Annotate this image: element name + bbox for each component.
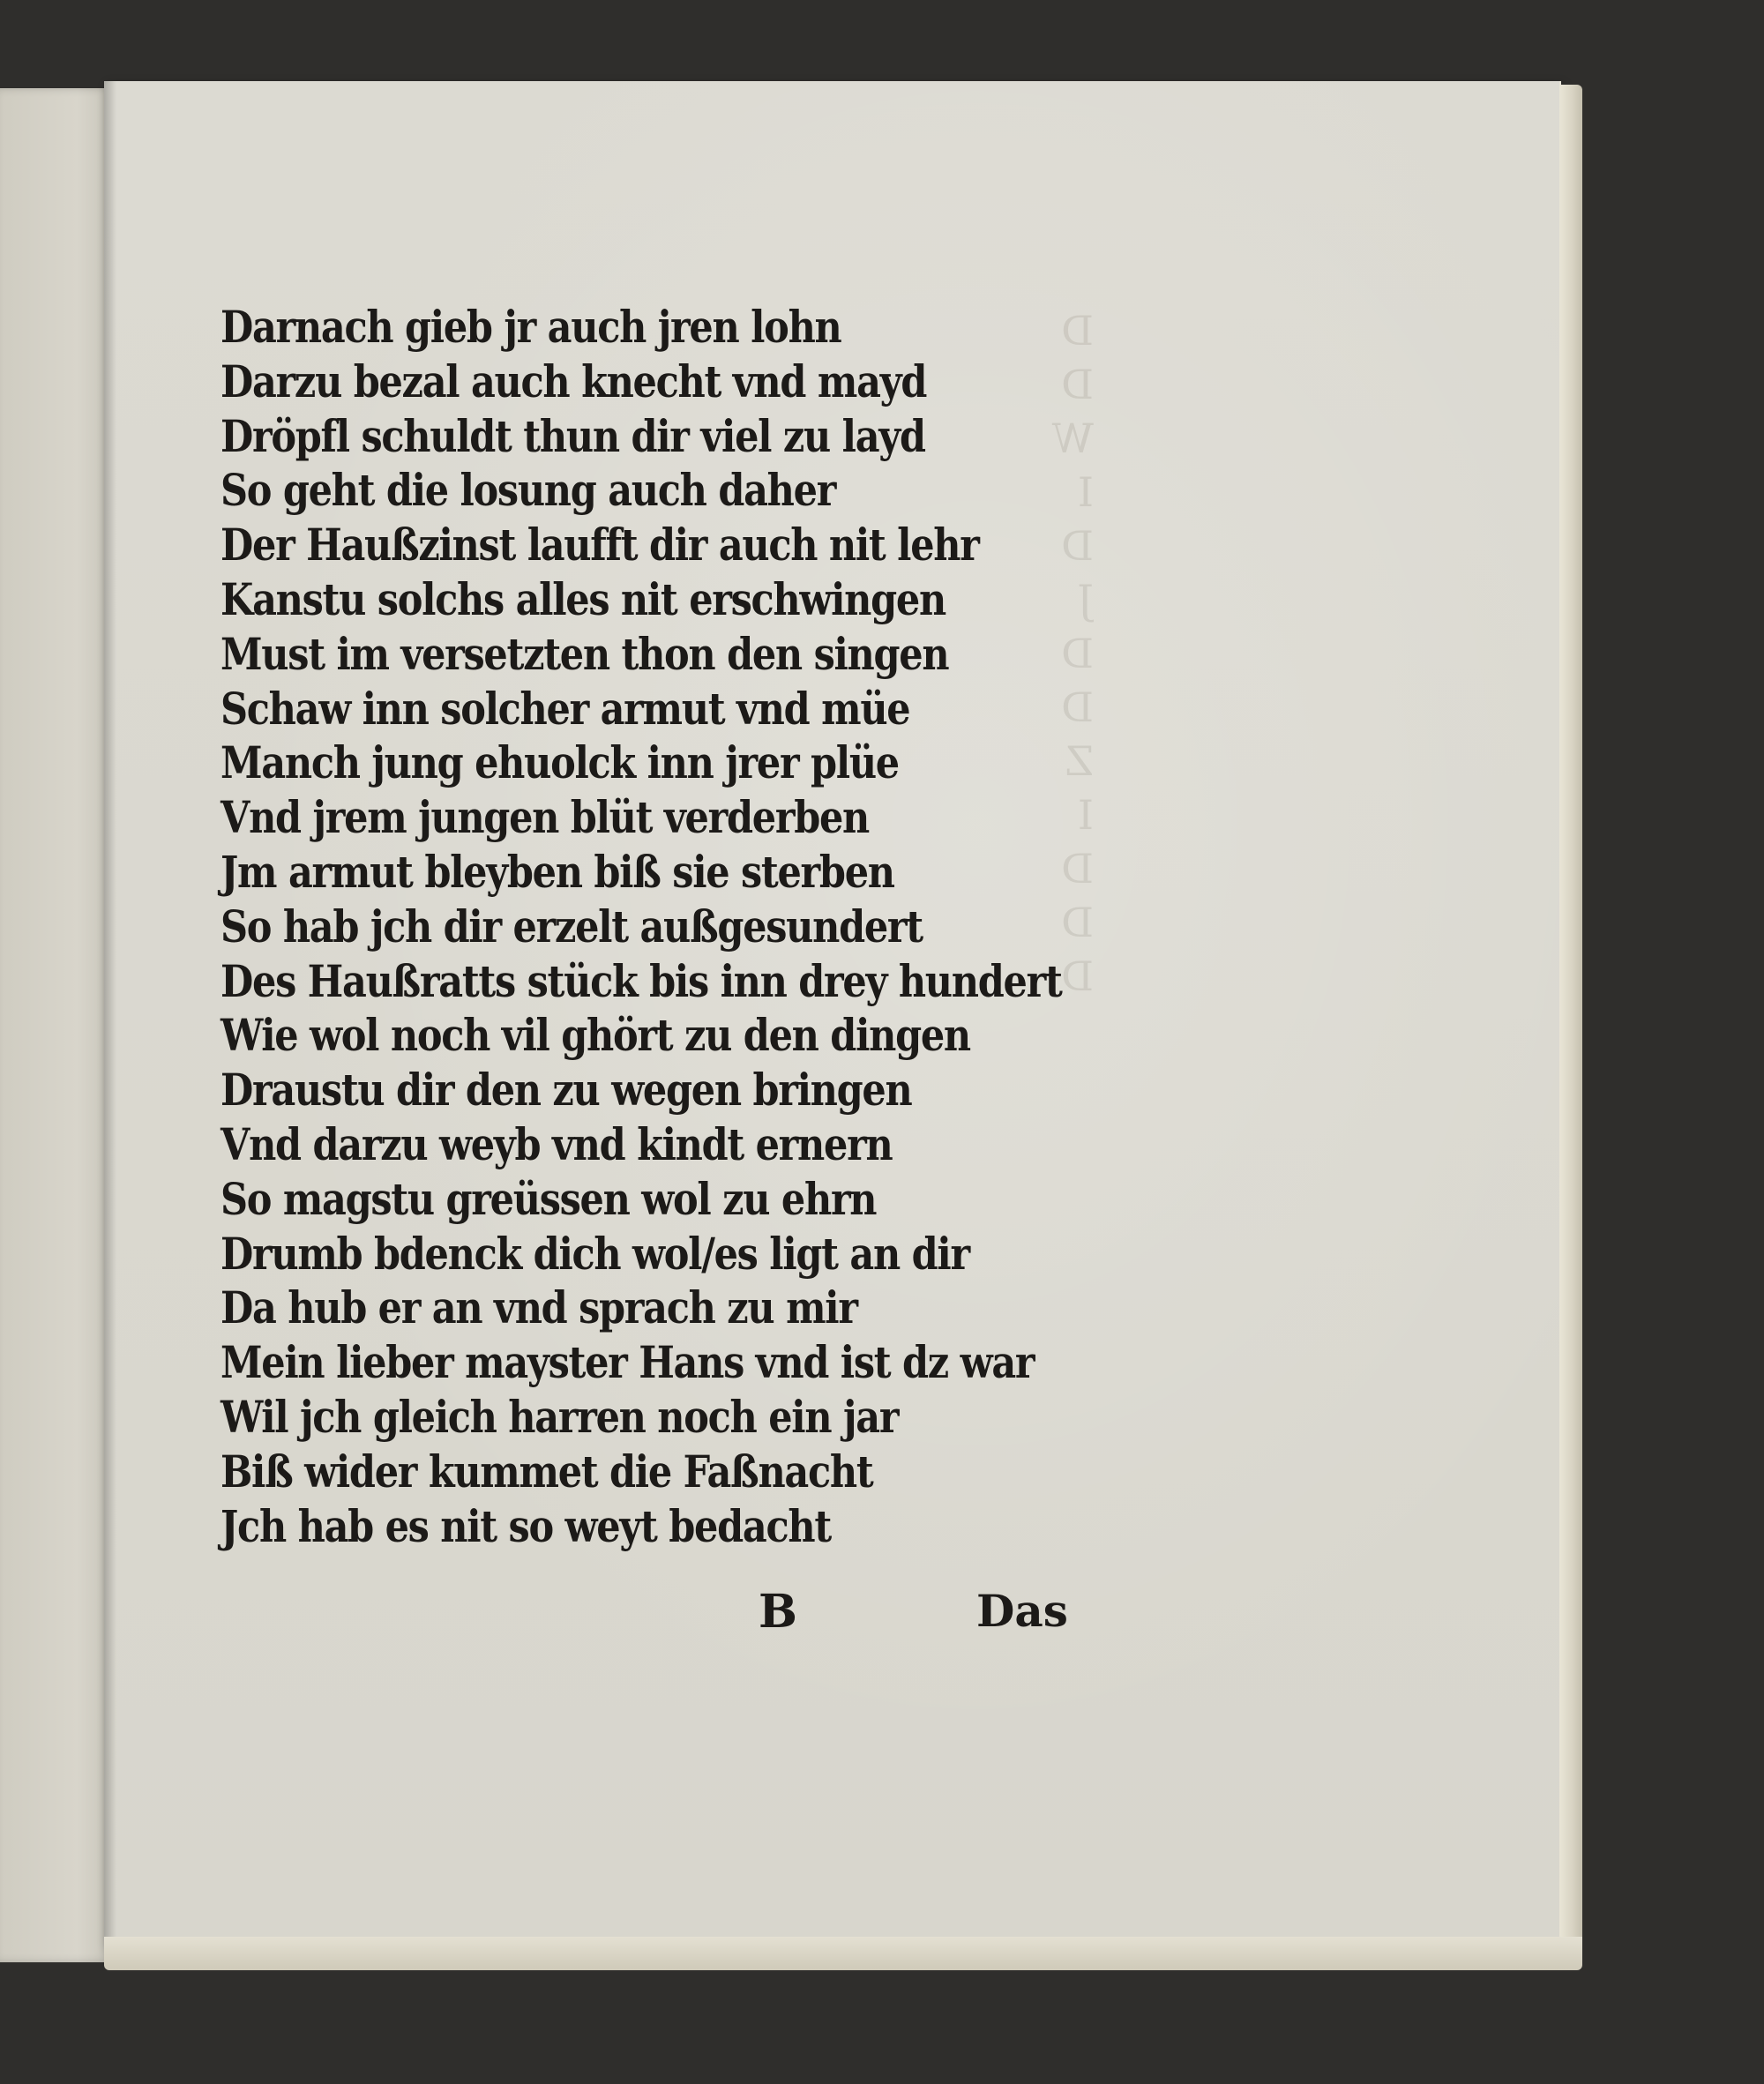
verse-line: Da hub er an vnd sprach zu mir — [220, 1281, 857, 1334]
verse-line: Jch hab es nit so weyt bedacht — [220, 1499, 831, 1552]
verse-line: Mein lieber mayster Hans vnd ist dz war — [220, 1336, 1035, 1389]
catchword: Das — [976, 1585, 1068, 1637]
verse-line: Dröpfl schuldt thun dir viel zu layd — [220, 409, 925, 462]
verse-line: So magstu greüssen wol zu ehrn — [220, 1172, 877, 1225]
verse-line: Wie wol noch vil ghört zu den dingen — [220, 1009, 970, 1062]
verse-line: Des Haußratts stück bis inn drey hundert — [220, 954, 1062, 1007]
verse-line: Biß wider kummet die Faßnacht — [220, 1445, 873, 1498]
verse-line: Darnach gieb jr auch jren lohn — [220, 301, 841, 353]
verse-line: Must im versetzten thon den singen — [220, 627, 949, 680]
verse-line: Kanstu solchs alles nit erschwingen — [220, 572, 946, 625]
verse-line: Vnd darzu weyb vnd kindt ernern — [220, 1117, 893, 1170]
verse-text — [220, 300, 1102, 1553]
verse-line: Drumb bdenck dich wol/es ligt an dir — [220, 1227, 969, 1280]
facing-page-edge — [0, 88, 110, 1962]
verse-line: Schaw inn solcher armut vnd müe — [220, 682, 910, 735]
page-fore-edge — [1559, 85, 1582, 1965]
verse-line: Manch jung ehuolck inn jrer plüe — [220, 736, 899, 789]
verse-line: Jm armut bleyben biß sie sterben — [220, 845, 894, 898]
verse-line: Vnd jrem jungen blüt verderben — [220, 791, 870, 844]
verse-line: Draustu dir den zu wegen bringen — [220, 1064, 912, 1117]
signature-mark: B — [759, 1585, 797, 1639]
bleed-through-text: D D W I D J D D Z I D D D — [1051, 307, 1094, 1000]
page-bottom-edge — [104, 1937, 1582, 1970]
verse-line: Wil jch gleich harren noch ein jar — [220, 1390, 899, 1443]
verse-line: Der Haußzinst laufft dir auch nit lehr — [220, 519, 979, 571]
page-gutter-shadow — [104, 81, 116, 1944]
verse-line: So hab jch dir erzelt außgesundert — [220, 900, 923, 952]
verse-line: So geht die losung auch daher — [220, 464, 836, 517]
verse-line: Darzu bezal auch knecht vnd mayd — [220, 355, 927, 407]
